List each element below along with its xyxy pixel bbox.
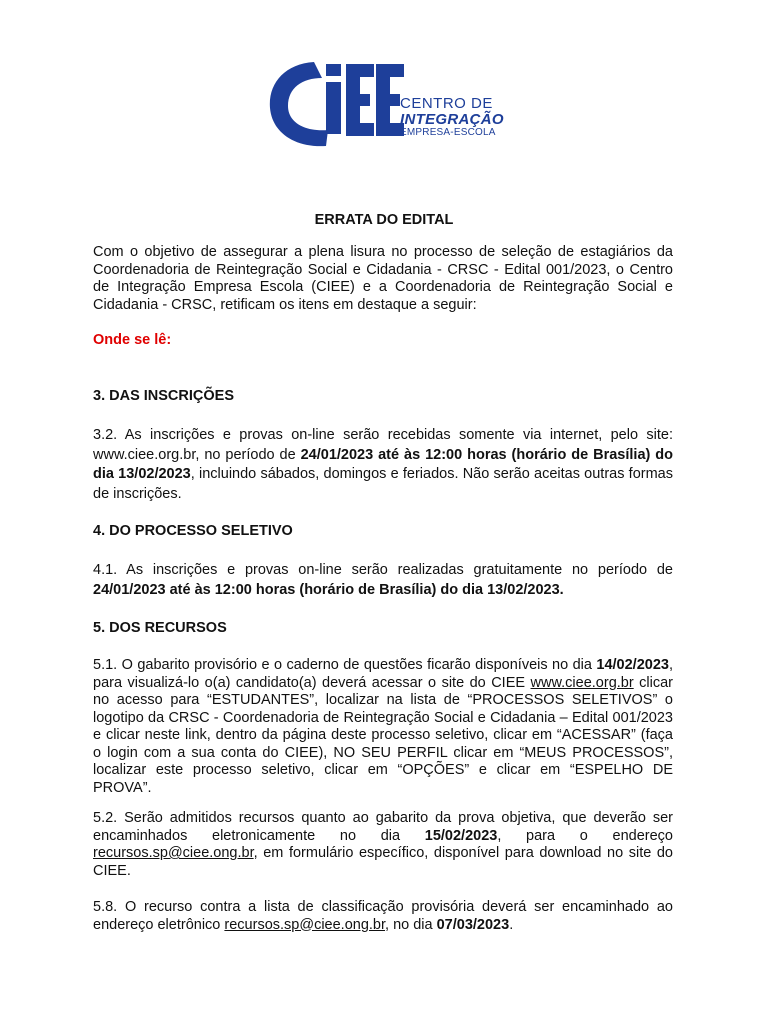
section-3-2-period: 24/01/2023 até às 12:00 horas (horário de Brasília) do dia 13/02/2023	[93, 446, 673, 482]
section-5-8-text-b: , no dia	[385, 916, 437, 933]
logo-line-centro: CENTRO DE	[400, 95, 493, 112]
section-5-2-date: 15/02/2023	[424, 827, 498, 844]
section-5-1-paragraph	[93, 657, 673, 797]
section-4-1-period: 24/01/2023 até às 12:00 horas (horário de Brasília) do dia 13/02/2023.	[93, 581, 564, 598]
onde-se-le-label: Onde se lê:	[93, 332, 172, 348]
recursos-email-link-1[interactable]: recursos.sp@ciee.ong.br	[93, 845, 254, 861]
logo-wordmark	[400, 96, 504, 138]
section-4-1-text-a: 4.1. As inscrições e provas on-line serão realizadas gratuitamente no período de	[93, 562, 673, 578]
section-5-heading: 5. DOS RECURSOS	[93, 620, 227, 636]
section-5-1-date: 14/02/2023	[596, 657, 669, 673]
section-3-2-text-a: 3.2. As inscrições e provas on-line serão recebidas somente via internet, pelo site: www.ciee.org.br, no período de	[93, 427, 673, 463]
intro-paragraph: Com o objetivo de assegurar a plena lisura no processo de seleção de estagiários da Coordenadoria de Reintegração Social e Cidadania - CRSC - Edital 001/2023, o Centro de Integração Empresa Escola (CIEE) e a Coordenadoria de Reintegração Social e Cidadania - CRSC, retificam os itens em destaque a seguir:	[93, 244, 673, 313]
recursos-email-link-2[interactable]: recursos.sp@ciee.ong.br	[224, 916, 386, 933]
section-5-2-text-a: 5.2. Serão admitidos recursos quanto ao gabarito da prova objetiva, que deverão ser encaminhados eletronicamente no dia	[93, 810, 673, 844]
section-5-2-text-c: , em formulário específico, disponível para download no site do CIEE.	[93, 845, 673, 879]
section-5-8-text-a: 5.8. O recurso contra a lista de classificação provisória deverá ser encaminhado ao endereço eletrônico	[93, 899, 673, 933]
section-5-1-text-c: clicar no acesso para “ESTUDANTES”, localizar na lista de “PROCESSOS SELETIVOS” o logotipo da CRSC - Coordenadoria de Reintegração Social e Cidadania – Edital 001/2023 e clicar neste link, dentro da página deste processo seletivo, clicar em “ACESSAR” (faça o login com a sua conta do CIEE), NO SEU PERFIL clicar em “MEUS PROCESSOS”, localizar este processo seletivo, clicar em “OPÇÕES” e clicar em “ESPELHO DE PROVA”.	[93, 674, 673, 796]
section-5-2-text-b: , para o endereço	[497, 827, 673, 844]
ciee-site-link[interactable]: www.ciee.org.br	[530, 674, 634, 691]
document-title: ERRATA DO EDITAL	[314, 212, 454, 228]
section-3-2-paragraph	[93, 426, 673, 504]
section-3-heading: 3. DAS INSCRIÇÕES	[93, 388, 234, 404]
section-5-1-text-a: 5.1. O gabarito provisório e o caderno de questões ficarão disponíveis no dia	[93, 657, 597, 673]
logo-line-empresa: EMPRESA-ESCOLA	[400, 127, 496, 138]
section-5-8-text-c: .	[509, 916, 514, 933]
logo-line-integracao: INTEGRAÇÃO	[400, 111, 504, 128]
section-5-2-paragraph	[93, 810, 673, 880]
section-5-8-paragraph	[93, 899, 673, 934]
ciee-logo-icon	[266, 58, 406, 150]
section-4-1-paragraph	[93, 561, 673, 600]
section-3-2-text-c: , incluindo sábados, domingos e feriados. Não serão aceitas outras formas de inscrições.	[93, 466, 673, 502]
section-5-1-text-b: , para visualizá-lo o(a) candidato(a) deverá acessar o site do CIEE	[93, 657, 673, 691]
ciee-logo	[266, 58, 511, 150]
section-5-8-date: 07/03/2023	[436, 916, 510, 933]
section-4-heading: 4. DO PROCESSO SELETIVO	[93, 523, 293, 539]
